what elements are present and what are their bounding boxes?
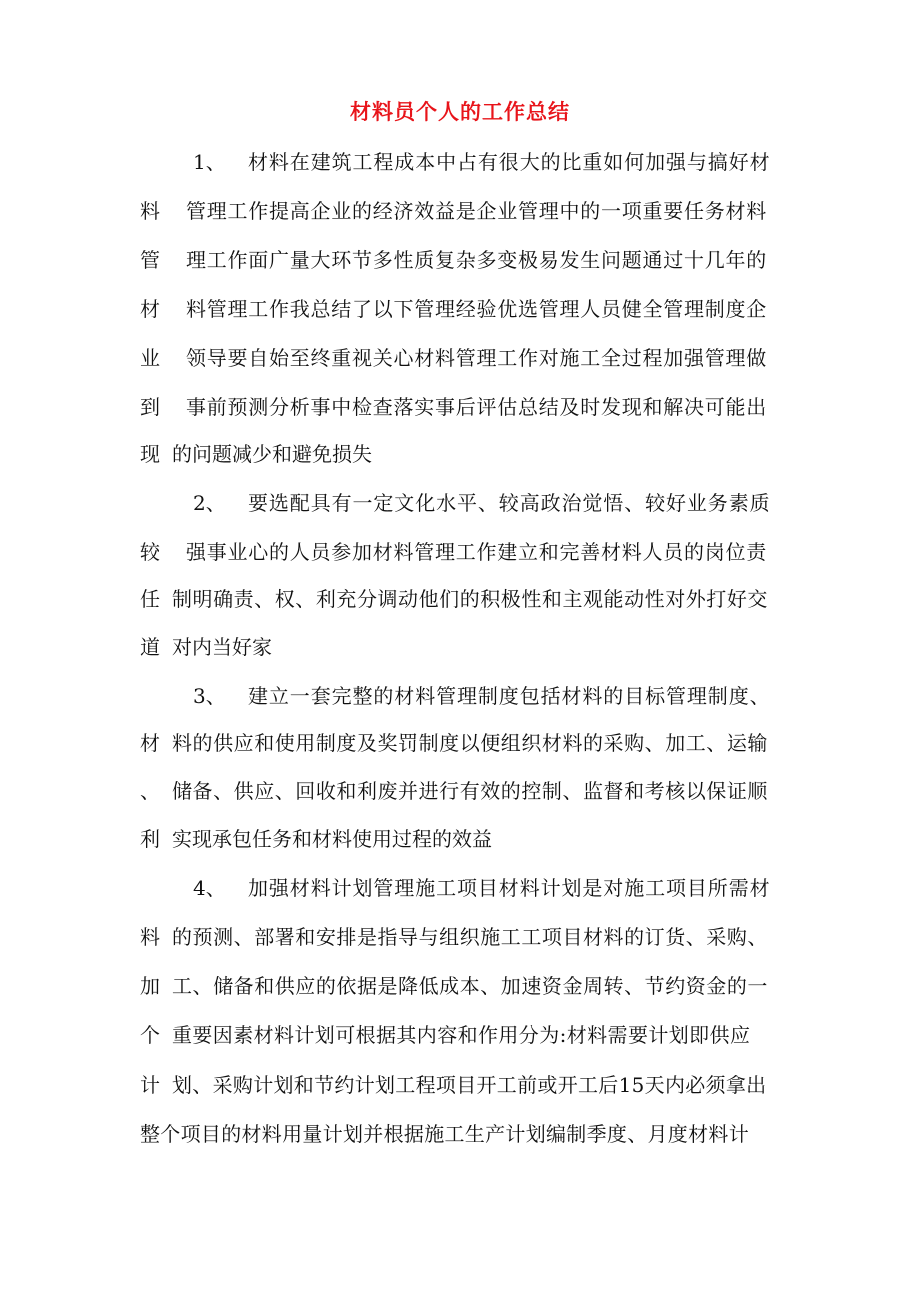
paragraph-4-number: 4、 [193,876,226,900]
paragraph-1-gutter-1: 料 [140,199,160,223]
paragraph-2-first-line: 要选配具有一定文化水平、较高政治觉悟、较好业务素质 [248,491,771,515]
paragraph-3-gutter-2: 、 [140,779,160,803]
paragraph-4-trailing-line: 整个项目的材料用量计划并根据施工生产计划编制季度、月度材料计 [140,1122,749,1146]
paragraph-2-gutter-2: 任 [140,587,160,611]
paragraph-2-number: 2、 [193,491,226,515]
paragraph-2-gutter-3: 道 [140,635,160,659]
paragraph-4-gutter-4: 计 [140,1073,160,1097]
paragraph-1-gutter-6: 现 [140,442,160,466]
paragraph-3-line-3: 实现承包任务和材料使用过程的效益 [172,827,492,851]
paragraph-3-gutter-3: 利 [140,827,160,851]
paragraph-2-gutter-1: 较 [140,540,160,564]
paragraph-4-line-4: 划、采购计划和节约计划工程项目开工前或开工后15天内必须拿出 [172,1073,767,1097]
paragraph-3-line-2: 储备、供应、回收和利废并进行有效的控制、监督和考核以保证顺 [172,779,768,803]
document-title: 材料员个人的工作总结 [350,99,570,124]
paragraph-1-line-6: 的问题减少和避免损失 [172,442,372,466]
paragraph-3-line-1: 料的供应和使用制度及奖罚制度以便组织材料的采购、加工、运输 [172,731,768,755]
paragraph-3-number: 3、 [193,684,226,708]
paragraph-1-line-1: 管理工作提高企业的经济效益是企业管理中的一项重要任务材料 [186,199,767,223]
paragraph-2-line-3: 对内当好家 [172,635,272,659]
paragraph-1-line-2: 理工作面广量大环节多性质复杂多变极易发生问题通过十几年的 [186,248,767,272]
paragraph-4-first-line: 加强材料计划管理施工项目材料计划是对施工项目所需材 [248,876,771,900]
paragraph-2-line-1: 强事业心的人员参加材料管理工作建立和完善材料人员的岗位责 [186,540,767,564]
paragraph-1-line-5: 事前预测分析事中检查落实事后评估总结及时发现和解决可能出 [186,395,767,419]
paragraph-4-gutter-3: 个 [140,1023,160,1047]
paragraph-4-line-3: 重要因素材料计划可根据其内容和作用分为:材料需要计划即供应 [172,1023,751,1047]
paragraph-1-line-3: 料管理工作我总结了以下管理经验优选管理人员健全管理制度企 [186,297,767,321]
paragraph-4-line-1: 的预测、部署和安排是指导与组织施工工项目材料的订货、采购、 [172,925,768,949]
paragraph-1-gutter-2: 管 [140,248,160,272]
paragraph-3-first-line: 建立一套完整的材料管理制度包括材料的目标管理制度、 [248,684,771,708]
paragraph-4-gutter-2: 加 [140,974,160,998]
paragraph-1-gutter-3: 材 [140,297,160,321]
paragraph-1-line-4: 领导要自始至终重视关心材料管理工作对施工全过程加强管理做 [186,346,767,370]
paragraph-1-gutter-5: 到 [140,395,160,419]
paragraph-1-number: 1、 [193,150,226,174]
paragraph-3-gutter-1: 材 [140,731,160,755]
paragraph-2-line-2: 制明确责、权、利充分调动他们的积极性和主观能动性对外打好交 [172,587,768,611]
paragraph-1-gutter-4: 业 [140,346,160,370]
paragraph-4-gutter-1: 料 [140,925,160,949]
paragraph-1-first-line: 材料在建筑工程成本中占有很大的比重如何加强与搞好材 [248,150,771,174]
paragraph-4-line-2: 工、储备和供应的依据是降低成本、加速资金周转、节约资金的一 [172,974,768,998]
